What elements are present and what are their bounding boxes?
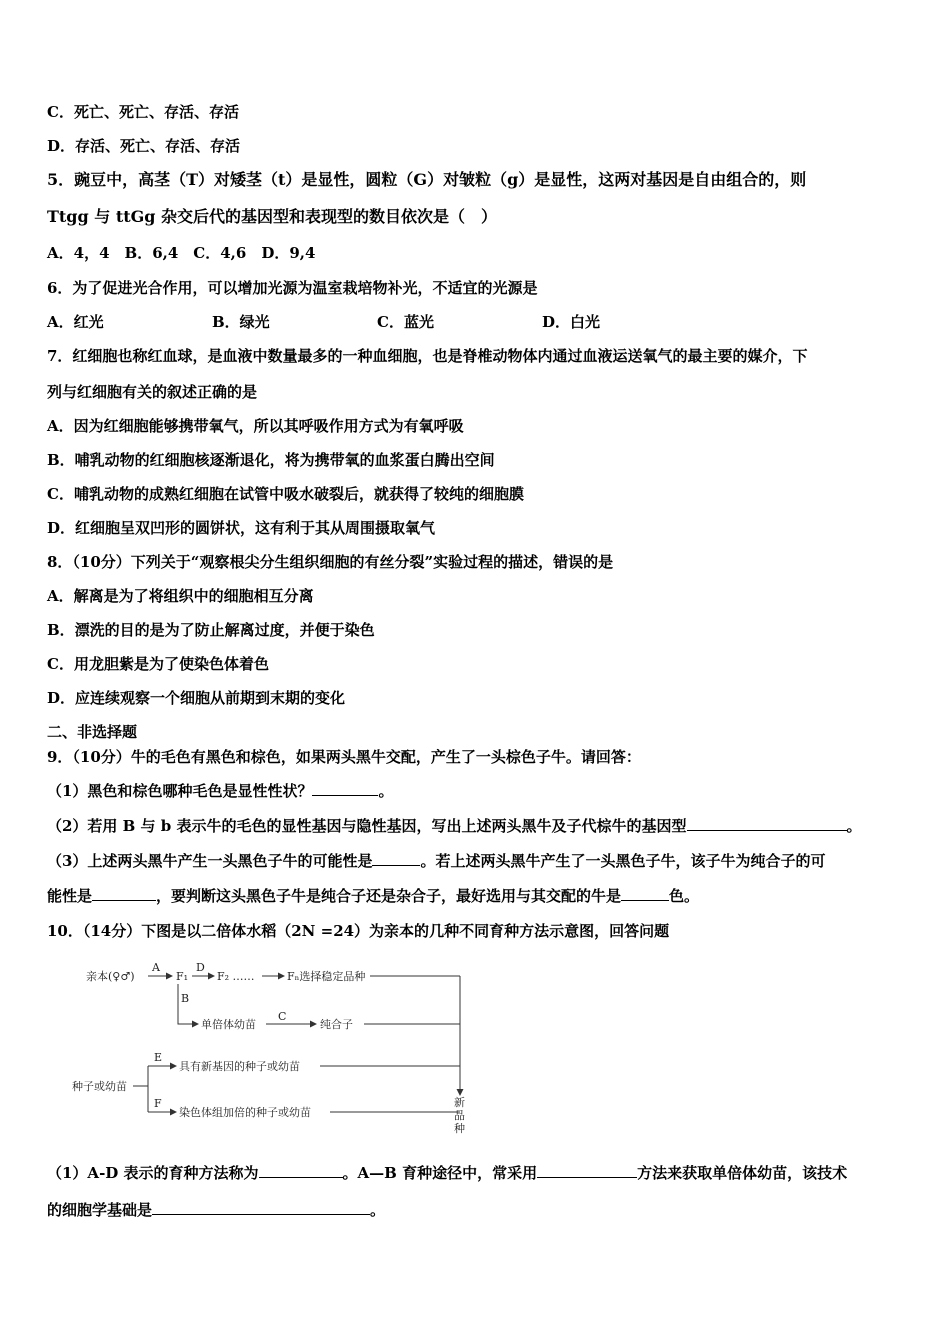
- label-step-d: D: [196, 961, 205, 974]
- q7-option-c: C．哺乳动物的成熟红细胞在试管中吸水破裂后，就获得了较纯的细胞膜: [47, 485, 524, 503]
- q8-option-c: C．用龙胆紫是为了使染色体着色: [47, 655, 269, 673]
- answer-blank[interactable]: [312, 781, 378, 796]
- label-new-variety-1: 新: [454, 1096, 465, 1109]
- label-step-c: C: [278, 1010, 287, 1023]
- label-fn: Fₙ选择稳定品种: [287, 970, 366, 983]
- label-new-variety-3: 种: [454, 1122, 465, 1135]
- label-f2: F₂ ……: [217, 970, 255, 983]
- q7-option-b: B．哺乳动物的红细胞核逐渐退化，将为携带氧的血浆蛋白腾出空间: [47, 451, 495, 469]
- q8-option-b: B．漂洗的目的是为了防止解离过度，并便于染色: [47, 621, 375, 639]
- label-step-b: B: [181, 992, 190, 1005]
- q5-stem-1: 5．豌豆中，高茎（T）对矮茎（t）是显性，圆粒（G）对皱粒（g）是显性，这两对基因是自由组合的，则: [47, 170, 807, 189]
- breeding-diagram: [72, 958, 480, 1138]
- answer-blank[interactable]: [372, 851, 420, 866]
- q10-part-1: （1）A-D 表示的育种方法称为 。A—B 育种途径中，常采用 方法来获取单倍体幼苗，该技术: [47, 1164, 848, 1182]
- q7-stem-1: 7．红细胞也称红血球，是血液中数量最多的一种血细胞，也是脊椎动物体内通过血液运送氧气的最主要的媒介，下: [47, 347, 808, 365]
- q6-stem: 6．为了促进光合作用，可以增加光源为温室栽培物补光，不适宜的光源是: [47, 279, 538, 297]
- label-seed: 种子或幼苗: [72, 1080, 127, 1093]
- q10-stem: 10．（14分）下图是以二倍体水稻（2N =24）为亲本的几种不同育种方法示意图，回答问题: [47, 922, 670, 940]
- section-heading: 二、非选择题: [47, 723, 138, 741]
- label-homozygote: 纯合子: [320, 1018, 353, 1031]
- answer-blank[interactable]: [259, 1163, 343, 1178]
- label-step-a: A: [152, 961, 160, 974]
- label-new-gene: 具有新基因的种子或幼苗: [179, 1060, 300, 1073]
- q4-option-c: C．死亡、死亡、存活、存活: [47, 103, 239, 121]
- label-step-e: E: [154, 1051, 163, 1064]
- answer-blank[interactable]: [152, 1200, 370, 1215]
- q6-option-a: A．红光: [47, 313, 104, 331]
- label-haploid: 单倍体幼苗: [201, 1018, 256, 1031]
- answer-blank[interactable]: [92, 886, 156, 901]
- q9-stem: 9．（10分）牛的毛色有黑色和棕色，如果两头黑牛交配，产生了一头棕色子牛。请回答：: [47, 748, 641, 766]
- q8-stem: 8．（10分）下列关于“观察根尖分生组织细胞的有丝分裂”实验过程的描述，错误的是: [47, 553, 614, 571]
- label-parent: 亲本(♀♂): [86, 970, 135, 983]
- label-new-variety-2: 品: [454, 1109, 465, 1122]
- answer-blank[interactable]: [621, 886, 669, 901]
- q9-part-1: （1）黑色和棕色哪种毛色是显性性状？ 。: [47, 782, 394, 800]
- answer-blank[interactable]: [537, 1163, 637, 1178]
- label-doubled: 染色体组加倍的种子或幼苗: [179, 1106, 311, 1119]
- q6-option-d: D．白光: [542, 313, 601, 331]
- q7-option-a: A．因为红细胞能够携带氧气，所以其呼吸作用方式为有氧呼吸: [47, 417, 464, 435]
- q9-part-3-cont: 能性是 ，要判断这头黑色子牛是纯合子还是杂合子，最好选用与其交配的牛是 色。: [47, 887, 700, 905]
- q6-option-b: B．绿光: [212, 313, 270, 331]
- q8-option-d: D．应连续观察一个细胞从前期到末期的变化: [47, 689, 346, 707]
- q4-option-d: D．存活、死亡、存活、存活: [47, 137, 241, 155]
- label-f1: F₁: [176, 970, 189, 983]
- q10-part-1-cont: 的细胞学基础是 。: [47, 1201, 386, 1219]
- q7-stem-2: 列与红细胞有关的叙述正确的是: [47, 383, 258, 401]
- q5-stem-2: Ttgg 与 ttGg 杂交后代的基因型和表现型的数目依次是（ ）: [47, 207, 498, 226]
- q9-part-3: （3）上述两头黑牛产生一头黑色子牛的可能性是 。若上述两头黑牛产生了一头黑色子牛，该子牛为纯合子的可: [47, 852, 826, 870]
- label-step-f: F: [154, 1097, 162, 1110]
- q9-part-2: （2）若用 B 与 b 表示牛的毛色的显性基因与隐性基因，写出上述两头黑牛及子代棕牛的基因型 。: [47, 817, 862, 835]
- q7-option-d: D．红细胞呈双凹形的圆饼状，这有利于其从周围摄取氧气: [47, 519, 436, 537]
- q8-option-a: A．解离是为了将组织中的细胞相互分离: [47, 587, 314, 605]
- answer-blank[interactable]: [687, 816, 847, 831]
- q6-option-c: C．蓝光: [377, 313, 434, 331]
- q5-options: A．4，4 B．6,4 C．4,6 D．9,4: [47, 244, 316, 262]
